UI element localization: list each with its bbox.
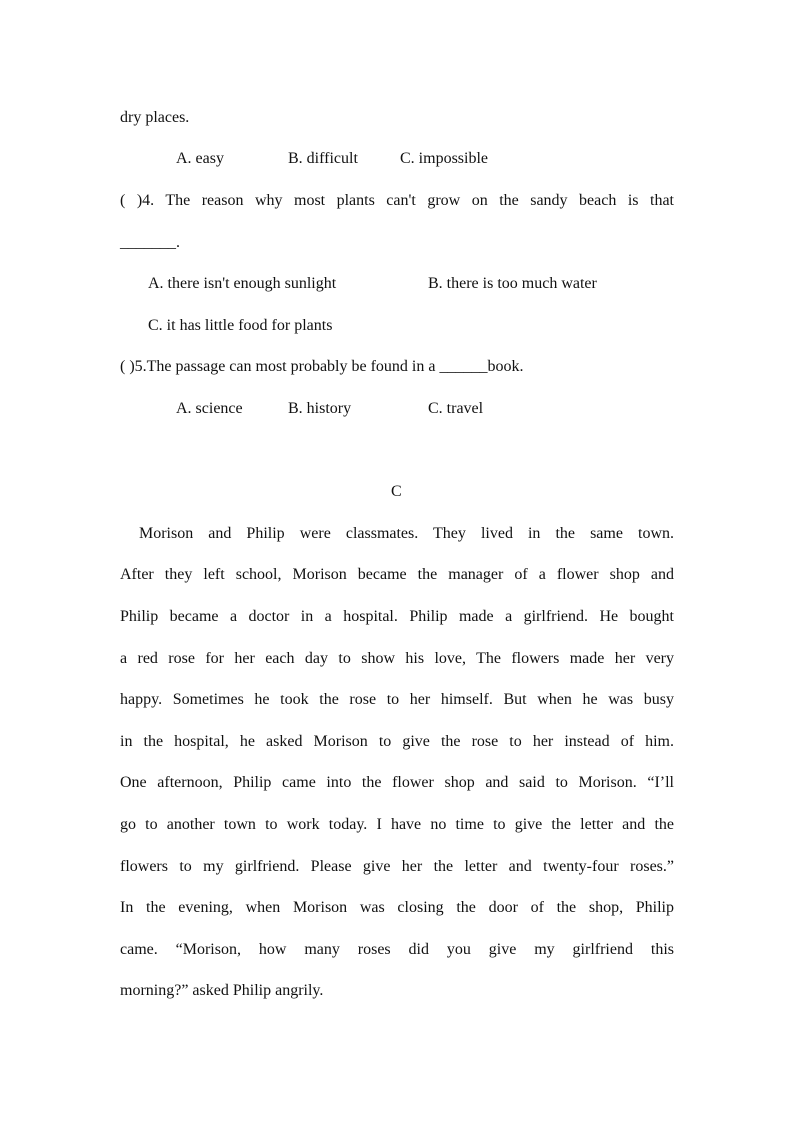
q5-option-c: C. travel bbox=[428, 400, 484, 417]
q3-option-b: B. difficult bbox=[288, 150, 358, 167]
passage-line: flowers to my girlfriend. Please give her the letter and twenty-four roses.” bbox=[120, 858, 674, 875]
q4-answer-blank: _______. bbox=[120, 234, 180, 251]
section-c-heading: C bbox=[391, 483, 402, 500]
q3-option-a: A. easy bbox=[176, 150, 224, 167]
q4-option-a: A. there isn't enough sunlight bbox=[148, 275, 337, 292]
q4-option-b: B. there is too much water bbox=[428, 275, 597, 292]
passage-line: in the hospital, he asked Morison to give the rose to her instead of him. bbox=[120, 733, 674, 750]
passage-line: In the evening, when Morison was closing the door of the shop, Philip bbox=[120, 899, 674, 916]
passage-line: morning?” asked Philip angrily. bbox=[120, 982, 324, 999]
q4-option-c: C. it has little food for plants bbox=[148, 317, 333, 334]
passage-line: Morison and Philip were classmates. They lived in the same town. bbox=[139, 525, 674, 542]
q5-option-a: A. science bbox=[176, 400, 243, 417]
q3-option-c: C. impossible bbox=[400, 150, 489, 167]
passage-line: One afternoon, Philip came into the flower shop and said to Morison. “I’ll bbox=[120, 774, 674, 791]
passage-line: came. “Morison, how many roses did you give my girlfriend this bbox=[120, 941, 674, 958]
passage-line: Philip became a doctor in a hospital. Philip made a girlfriend. He bought bbox=[120, 608, 674, 625]
q5-question-line: ( )5.The passage can most probably be found in a ______book. bbox=[120, 358, 524, 375]
passage-line: happy. Sometimes he took the rose to her himself. But when he was busy bbox=[120, 691, 674, 708]
passage-line: a red rose for her each day to show his love, The flowers made her very bbox=[120, 650, 674, 667]
q5-option-b: B. history bbox=[288, 400, 352, 417]
q3-tail-text: dry places. bbox=[120, 109, 190, 126]
passage-line: go to another town to work today. I have no time to give the letter and the bbox=[120, 816, 674, 833]
q4-question-line-1: ( )4. The reason why most plants can't grow on the sandy beach is that bbox=[120, 192, 674, 209]
passage-line: After they left school, Morison became the manager of a flower shop and bbox=[120, 566, 674, 583]
